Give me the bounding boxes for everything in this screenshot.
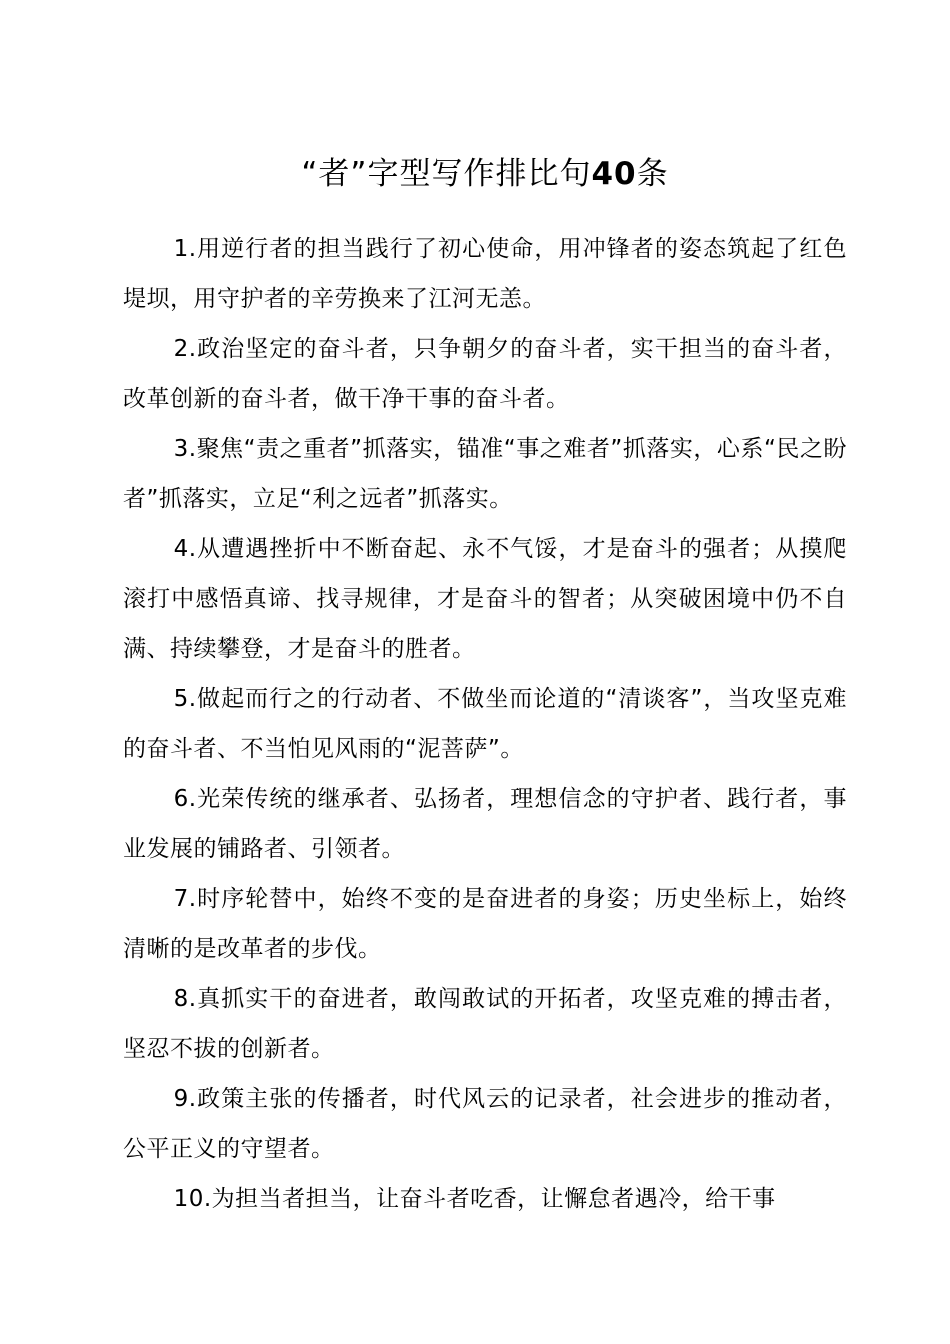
paragraph-4: 4.从遭遇挫折中不断奋起、永不气馁，才是奋斗的强者；从摸爬滚打中感悟真谛、找寻规律，才是奋斗的智者；从突破困境中仍不自满、持续攀登，才是奋斗的胜者。 [123,536,847,662]
paragraph-2: 2.政治坚定的奋斗者，只争朝夕的奋斗者，实干担当的奋斗者，改革创新的奋斗者，做干净干事的奋斗者。 [123,336,847,412]
paragraph-8: 8.真抓实干的奋进者，敢闯敢试的开拓者，攻坚克难的搏击者，坚忍不拔的创新者。 [123,986,847,1062]
title-number: 40 [591,156,637,192]
paragraph-9: 9.政策主张的传播者，时代风云的记录者，社会进步的推动者，公平正义的守望者。 [123,1086,847,1162]
document-title [123,152,847,196]
paragraph-5: 5.做起而行之的行动者、不做坐而论道的“清谈客”，当攻坚克难的奋斗者、不当怕见风雨的“泥菩萨”。 [123,686,847,762]
title-suffix: 条 [636,156,669,192]
paragraph-6: 6.光荣传统的继承者、弘扬者，理想信念的守护者、践行者，事业发展的铺路者、引领者。 [123,786,847,862]
paragraph-7: 7.时序轮替中，始终不变的是奋进者的身姿；历史坐标上，始终清晰的是改革者的步伐。 [123,886,847,962]
paragraph-10: 10.为担当者担当，让奋斗者吃香，让懈怠者遇冷，给干事 [173,1186,776,1212]
paragraph-1: 1.用逆行者的担当践行了初心使命，用冲锋者的姿态筑起了红色堤坝，用守护者的辛劳换来了江河无恙。 [123,236,847,312]
title-prefix: “者”字型写作排比句 [301,156,592,192]
paragraph-3: 3.聚焦“责之重者”抓落实，锚准“事之难者”抓落实，心系“民之盼者”抓落实，立足“利之远者”抓落实。 [123,436,847,512]
